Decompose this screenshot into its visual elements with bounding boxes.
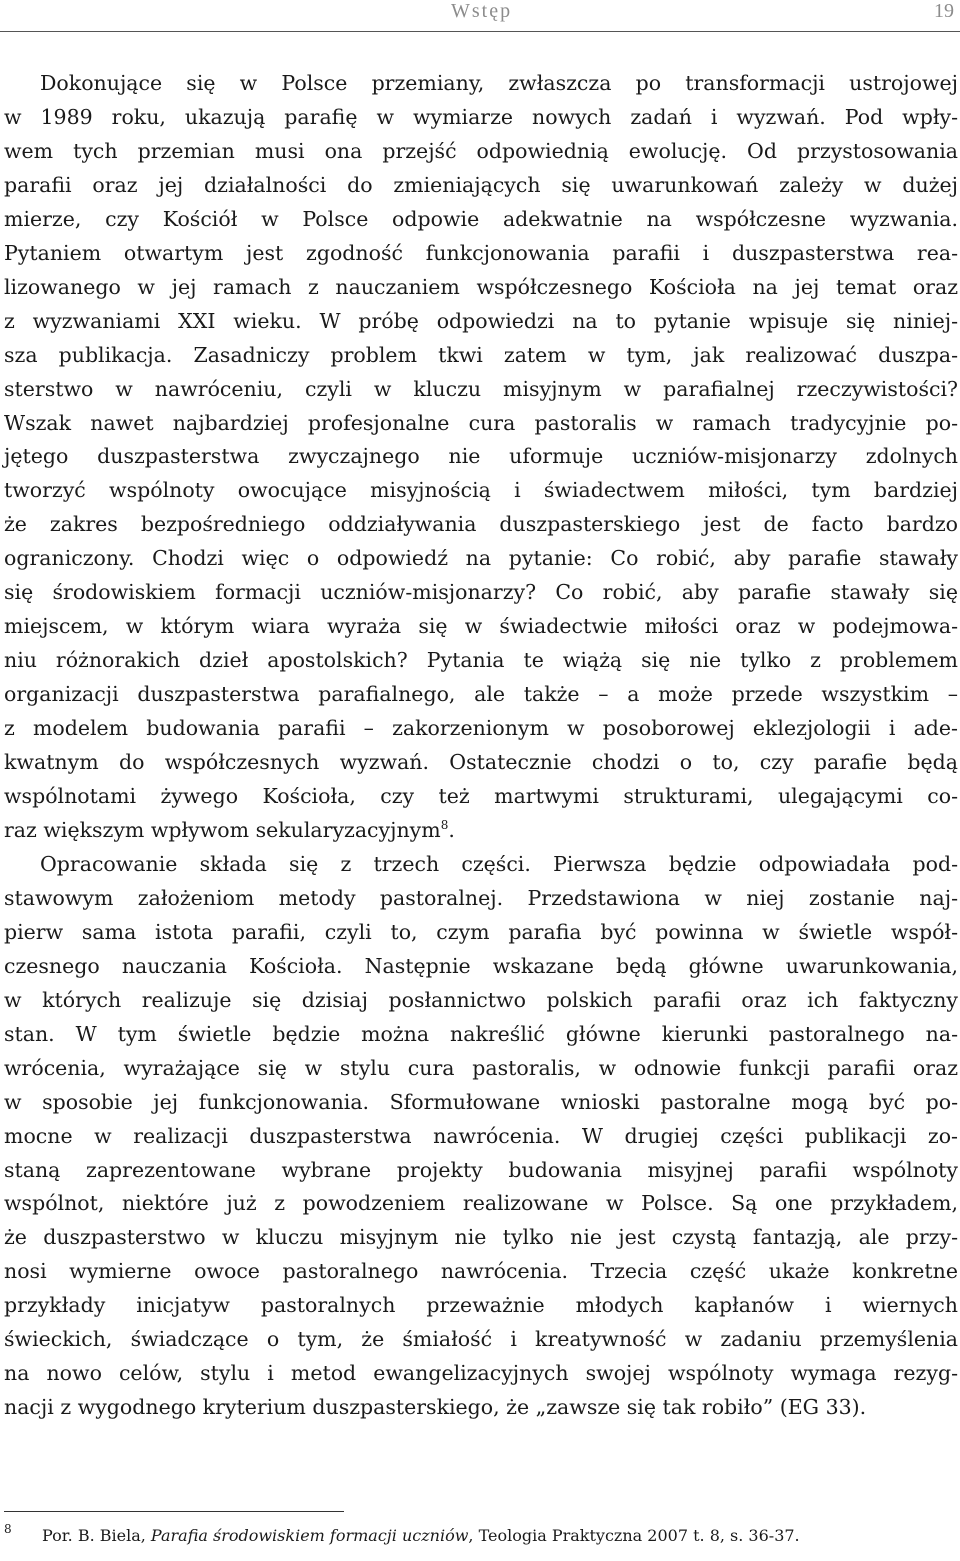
footnote-title: Parafia środowiskiem formacji uczniów <box>150 1526 469 1545</box>
text-line: w sposobie jej funkcjonowania. Sformułowane wnioski pastoralne mogą być po- <box>4 1089 958 1114</box>
text-line: parafii oraz jej działalności do zmieniających się uwarunkowań zależy w dużej <box>4 172 958 197</box>
text-line: sza publikacja. Zasadniczy problem tkwi zatem w tym, jak realizować duszpa- <box>4 342 958 367</box>
text-line: niu różnorakich dzieł apostolskich? Pytania te wiążą się nie tylko z problemem <box>4 648 958 673</box>
footnote-text: Por. B. Biela, <box>42 1526 151 1545</box>
page-header <box>0 0 960 34</box>
text-fragment: raz większym wpływom sekularyzacyjnym <box>4 817 441 842</box>
text-line: mocne w realizacji duszpasterstwa nawrócenia. W drugiej części publikacji zo- <box>4 1123 958 1148</box>
text-line: w 1989 roku, ukazują parafię w wymiarze nowych zadań i wyzwań. Pod wpły- <box>4 104 958 129</box>
text-line: że duszpasterstwo w kluczu misyjnym nie tylko nie jest czystą fantazją, ale przy- <box>4 1225 958 1250</box>
paragraph-1 <box>4 67 958 848</box>
text-line: ograniczony. Chodzi więc o odpowiedź na pytanie: Co robić, aby parafie stawały <box>4 546 958 571</box>
text-line: Pytaniem otwartym jest zgodność funkcjonowania parafii i duszpasterstwa rea- <box>4 240 958 265</box>
text-line: się środowiskiem formacji uczniów-misjonarzy? Co robić, aby parafie stawały się <box>4 580 958 605</box>
text-line: nosi wymierne owoce pastoralnego nawrócenia. Trzecia część ukaże konkretne <box>4 1259 958 1284</box>
header-rule <box>0 31 960 32</box>
paragraph-2 <box>4 848 958 1425</box>
body-text <box>4 67 958 1425</box>
text-line-last <box>4 814 958 848</box>
text-line: Wszak nawet najbardziej profesjonalne cura pastoralis w ramach tradycyjnie po- <box>4 410 958 435</box>
text-line: wrócenia, wyrażające się w stylu cura pastoralis, w odnowie funkcji parafii oraz <box>4 1055 958 1080</box>
text-line: sterstwo w nawróceniu, czyli w kluczu misyjnym w parafialnej rzeczywistości? <box>4 376 958 401</box>
text-line: pierw sama istota parafii, czyli to, czym parafia być powinna w świetle współ- <box>4 919 958 944</box>
text-line: staną zaprezentowane wybrane projekty budowania misyjnej parafii wspólnoty <box>4 1157 958 1182</box>
text-line: czesnego nauczania Kościoła. Następnie wskazane będą główne uwarunkowania, <box>4 953 958 978</box>
text-line: jętego duszpasterstwa zwyczajnego nie uformuje uczniów-misjonarzy zdolnych <box>4 444 958 469</box>
text-line: w których realizuje się dzisiaj posłannictwo polskich parafii oraz ich faktyczny <box>4 987 958 1012</box>
text-line: przykłady inicjatyw pastoralnych przeważnie młodych kapłanów i wiernych <box>4 1293 958 1318</box>
footnote-number: 8 <box>4 1522 12 1536</box>
text-line: kwatnym do współczesnych wyzwań. Ostatecznie chodzi o to, czy parafie będą <box>4 750 958 775</box>
text-line: miejscem, w którym wiara wyraża się w świadectwie miłości oraz w podejmowa- <box>4 614 958 639</box>
text-line: Dokonujące się w Polsce przemiany, zwłaszcza po transformacji ustrojowej <box>40 71 958 95</box>
text-line: wspólnot, niektóre już z powodzeniem realizowane w Polsce. Są one przykładem, <box>4 1191 958 1216</box>
page-number: 19 <box>934 0 954 22</box>
sentence-end: . <box>448 817 455 842</box>
footnote-reference[interactable]: 8 <box>440 818 449 833</box>
text-line: lizowanego w jej ramach z nauczaniem współczesnego Kościoła na jej temat oraz <box>4 274 958 299</box>
text-line: mierze, czy Kościół w Polsce odpowie adekwatnie na współczesne wyzwania. <box>4 206 958 231</box>
footnote-rule <box>4 1511 344 1512</box>
text-line: że zakres bezpośredniego oddziaływania duszpasterskiego jest de facto bardzo <box>4 512 958 537</box>
text-line: stan. W tym świetle będzie można nakreślić główne kierunki pastoralnego na- <box>4 1021 958 1046</box>
text-line: organizacji duszpasterstwa parafialnego, ale także – a może przede wszystkim – <box>4 682 958 707</box>
text-line: stawowym założeniom metody pastoralnej. Przedstawiona w niej zostanie naj- <box>4 885 958 910</box>
text-line: świeckich, świadczące o tym, że śmiałość i kreatywność w zadaniu przemyślenia <box>4 1327 958 1352</box>
text-line: wspólnotami żywego Kościoła, czy też martwymi strukturami, ulegającymi co- <box>4 784 958 809</box>
footnote-source: , Teologia Praktyczna 2007 t. 8, s. 36-37. <box>468 1526 800 1545</box>
running-head: Wstęp <box>451 0 513 22</box>
footnote <box>4 1521 958 1551</box>
text-line: na nowo celów, stylu i metod ewangelizacyjnych swojej wspólnoty wymaga rezyg- <box>4 1361 958 1386</box>
text-line: z modelem budowania parafii – zakorzenionym w posoborowej eklezjologii i ade- <box>4 716 958 741</box>
text-line: tworzyć wspólnoty owocujące misyjnością i świadectwem miłości, tym bardziej <box>4 478 958 503</box>
text-line: Opracowanie składa się z trzech części. Pierwsza będzie odpowiadała pod- <box>40 851 958 876</box>
text-line: wem tych przemian musi ona przejść odpowiednią ewolucję. Od przystosowania <box>4 138 958 163</box>
text-line: z wyzwaniami XXI wieku. W próbę odpowiedzi na to pytanie wpisuje się niniej- <box>4 308 958 333</box>
text-line-last: nacji z wygodnego kryterium duszpasterskiego, że „zawsze się tak robiło” (EG 33). <box>4 1395 867 1420</box>
